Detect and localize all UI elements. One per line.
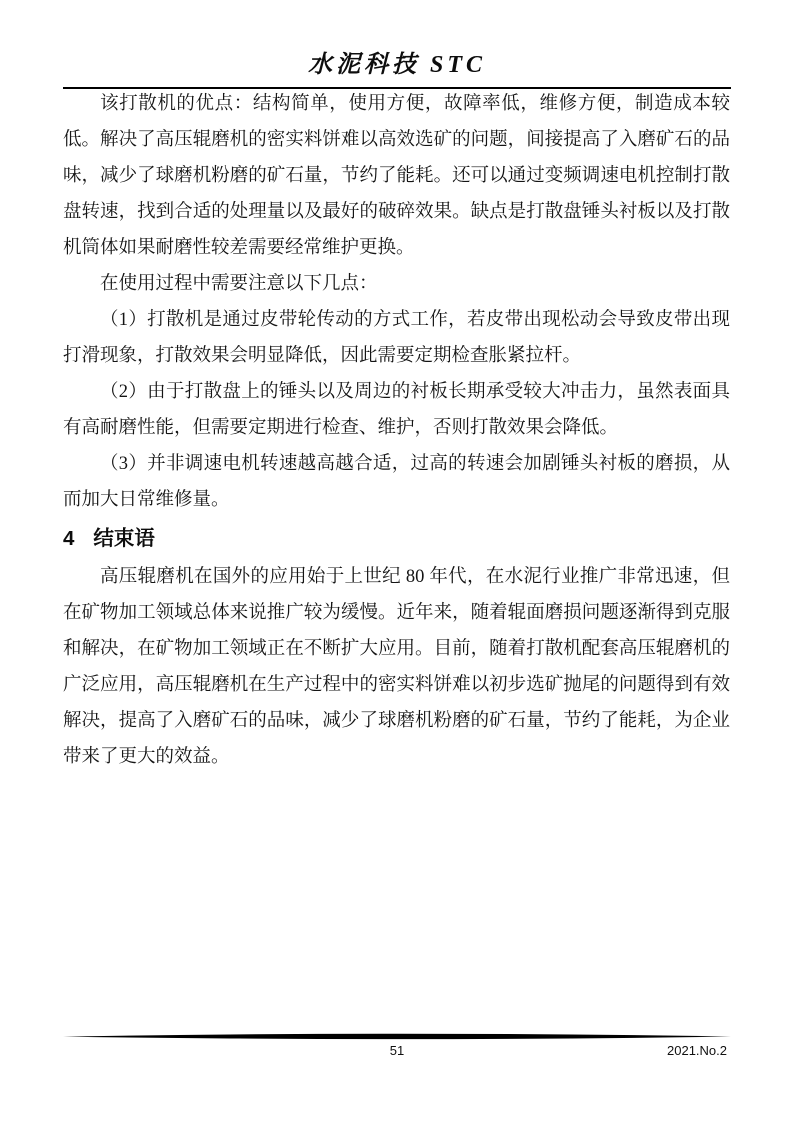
paragraph-usage-notes-intro: 在使用过程中需要注意以下几点： bbox=[100, 274, 378, 294]
paragraph-conclusion: 高压辊磨机在国外的应用始于上世纪 80 年代，在水泥行业推广非常迅速，但在矿物加工领域总体来说推广较为缓慢。近年来，随着辊面磨损问题逐渐得到克服和解决，在矿物加工领域正在不断扩大应用。目前，随着打散机配套高压辊磨机的广泛应用，高压辊磨机在生产过程中的密实料饼难以初步选矿抛尾的问题得到有效解决，提高了入磨矿石的品味，减少了球磨机粉磨的矿石量，节约了能耗，为企业带来了更大的效益。 bbox=[63, 567, 730, 767]
section-number: 4 bbox=[63, 527, 75, 550]
tapered-divider bbox=[63, 1033, 731, 1041]
page-header bbox=[63, 0, 731, 89]
paragraph-note-1: （1）打散机是通过皮带轮传动的方式工作，若皮带出现松动会导致皮带出现打滑现象，打散效果会明显降低，因此需要定期检查胀紧拉杆。 bbox=[63, 310, 730, 366]
section-title: 结束语 bbox=[93, 527, 155, 550]
page-footer bbox=[63, 1033, 731, 1061]
section-heading-conclusion bbox=[63, 518, 730, 559]
footer-text-row bbox=[63, 1041, 731, 1061]
issue-label: 2021.No.2 bbox=[667, 1043, 727, 1058]
journal-title: 水泥科技 STC bbox=[307, 52, 486, 78]
page-number: 51 bbox=[389, 1043, 405, 1058]
paragraph-note-2: （2）由于打散盘上的锤头以及周边的衬板长期承受较大冲击力，虽然表面具有高耐磨性能，但需要定期进行检查、维护，否则打散效果会降低。 bbox=[63, 382, 730, 438]
paragraph-advantages: 该打散机的优点：结构简单，使用方便，故障率低，维修方便，制造成本较低。解决了高压辊磨机的密实料饼难以高效选矿的问题，间接提高了入磨矿石的品味，减少了球磨机粉磨的矿石量，节约了能耗。还可以通过变频调速电机控制打散盘转速，找到合适的处理量以及最好的破碎效果。缺点是打散盘锤头衬板以及打散机筒体如果耐磨性较差需要经常维护更换。 bbox=[63, 94, 730, 258]
paragraph-note-3: （3）并非调速电机转速越高越合适，过高的转速会加剧锤头衬板的磨损，从而加大日常维修量。 bbox=[63, 454, 730, 510]
article-body bbox=[63, 86, 730, 775]
